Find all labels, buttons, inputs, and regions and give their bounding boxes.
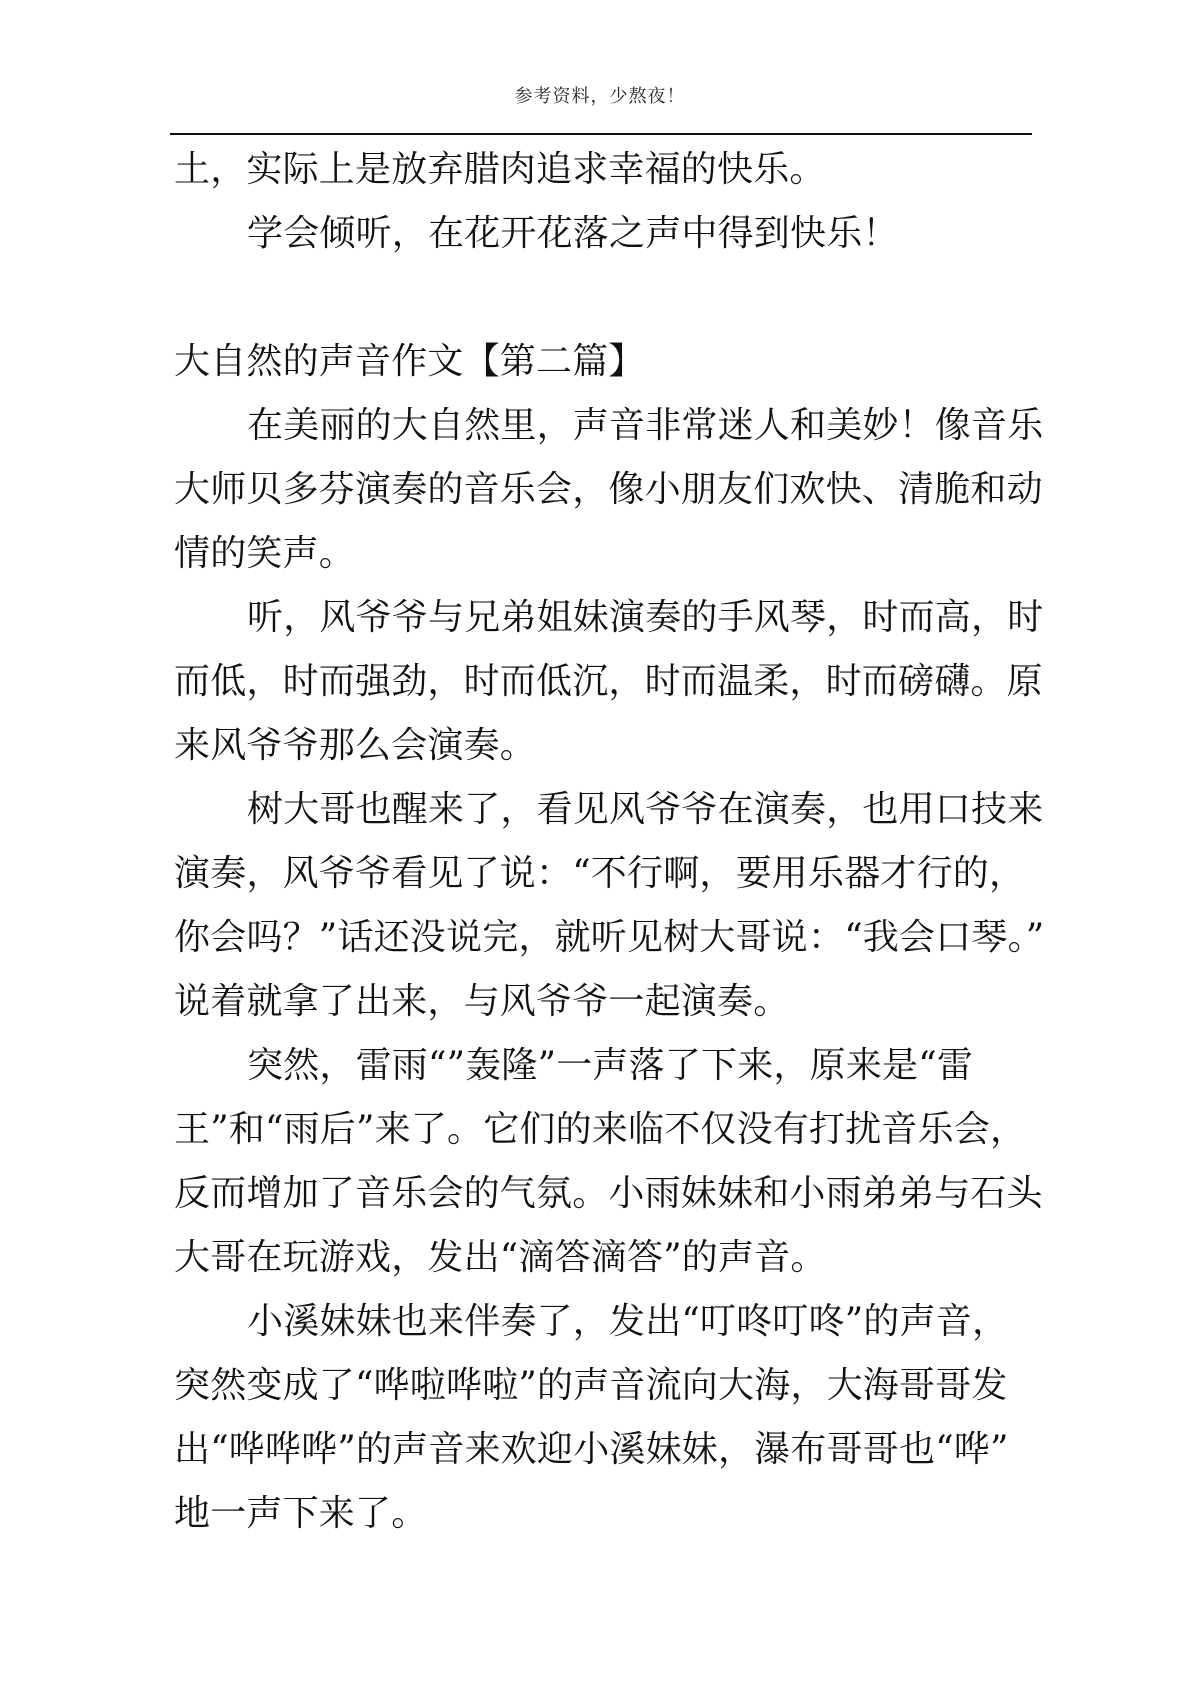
paragraph-line: 王”和“雨后”来了。它们的来临不仅没有打扰音乐会， — [174, 1109, 1027, 1150]
paragraph-line: 情的笑声。 — [174, 533, 356, 574]
paragraph-line: 突然，雷雨“”轰隆”一声落了下来，原来是“雷 — [247, 1045, 974, 1086]
paragraph-line: 土，实际上是放弃腊肉追求幸福的快乐。 — [174, 149, 826, 190]
paragraph-line: 出“哗哗哗”的声音来欢迎小溪妹妹，瀑布哥哥也“哗” — [174, 1429, 1009, 1470]
header-divider — [170, 133, 1032, 135]
paragraph-line: 你会吗？”话还没说完，就听见树大哥说：“我会口琴。” — [174, 917, 1045, 958]
paragraph-line: 在美丽的大自然里，声音非常迷人和美妙！像音乐 — [247, 405, 1044, 446]
paragraph-line: 小溪妹妹也来伴奏了，发出“叮咚叮咚”的声音， — [247, 1301, 1009, 1342]
page-header: 参考资料，少熬夜！ — [514, 86, 686, 107]
paragraph-line: 演奏，风爷爷看见了说：“不行啊，要用乐器才行的， — [174, 853, 1026, 894]
paragraph-line: 树大哥也醒来了，看见风爷爷在演奏，也用口技来 — [247, 789, 1044, 830]
paragraph-line: 地一声下来了。 — [174, 1493, 428, 1534]
paragraph-line: 大哥在玩游戏，发出“滴答滴答”的声音。 — [174, 1237, 827, 1278]
paragraph-line: 来风爷爷那么会演奏。 — [174, 725, 537, 766]
paragraph-line: 突然变成了“哗啦哗啦”的声音流向大海，大海哥哥发 — [174, 1365, 1008, 1406]
paragraph-line: 反而增加了音乐会的气氛。小雨妹妹和小雨弟弟与石头 — [174, 1173, 1043, 1214]
section-title: 大自然的声音作文【第二篇】 — [174, 341, 645, 382]
paragraph-line: 说着就拿了出来，与风爷爷一起演奏。 — [174, 981, 790, 1022]
paragraph-line: 学会倾听，在花开花落之声中得到快乐！ — [247, 213, 899, 254]
paragraph-line: 而低，时而强劲，时而低沉，时而温柔，时而磅礴。原 — [174, 661, 1043, 702]
paragraph-line: 大师贝多芬演奏的音乐会，像小朋友们欢快、清脆和动 — [174, 469, 1043, 510]
paragraph-line: 听，风爷爷与兄弟姐妹演奏的手风琴，时而高，时 — [247, 597, 1044, 638]
